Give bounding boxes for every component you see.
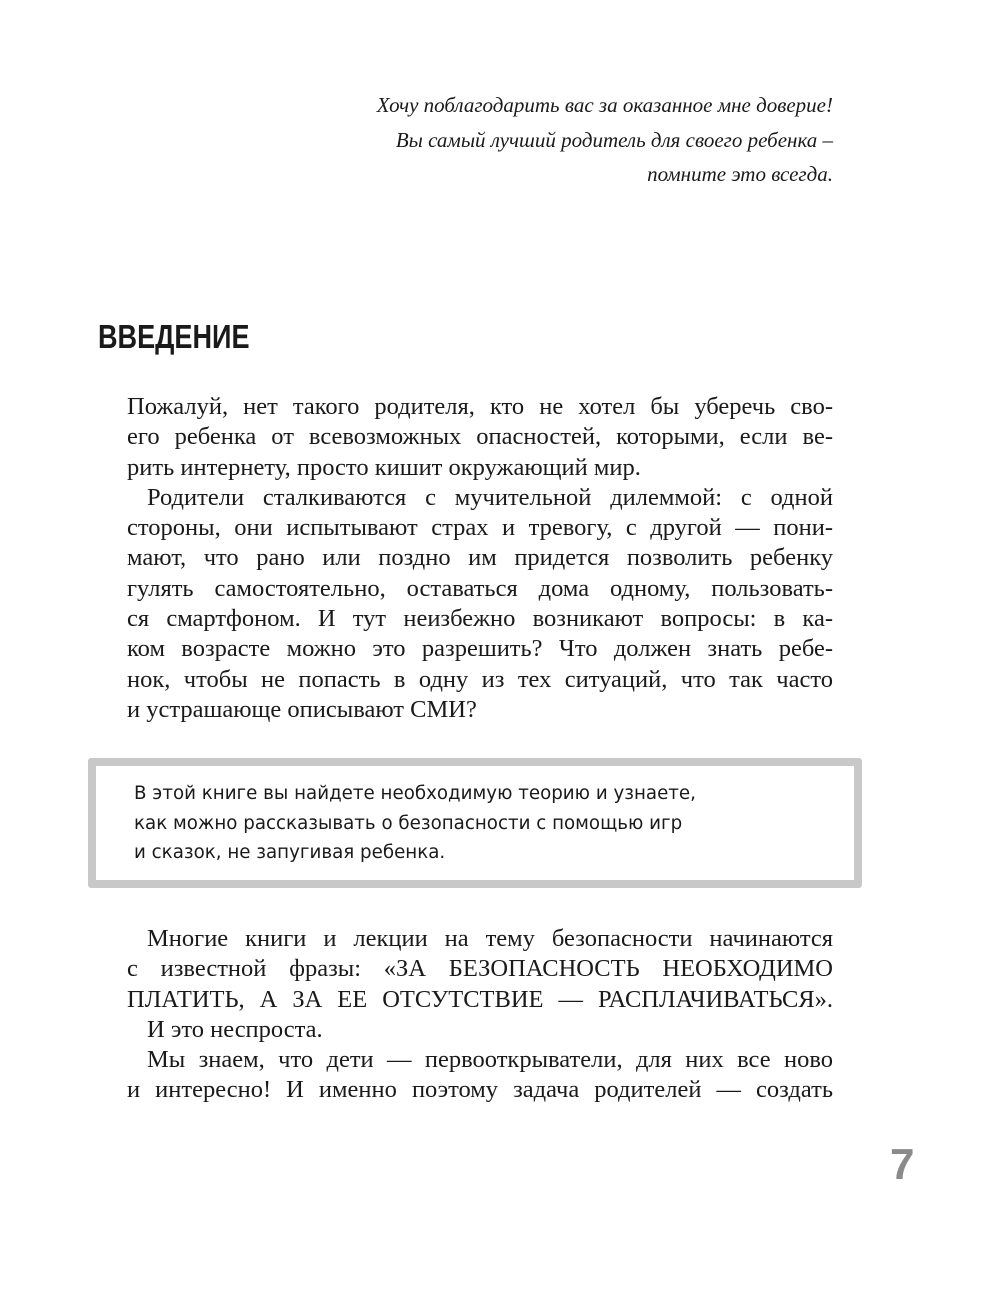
text-line: и интересно! И именно поэтому задача родителей — создать [127, 1076, 833, 1104]
text-line: Пожалуй, нет такого родителя, кто не хотел бы уберечь сво- [127, 393, 833, 420]
chapter-heading: ВВЕДЕНИЕ [98, 318, 250, 355]
text-line: ся смартфоном. И тут неизбежно возникают вопросы: в ка- [127, 605, 833, 633]
callout-text [134, 779, 787, 868]
callout-line: и сказок, не запугивая ребенка. [134, 841, 446, 863]
text-line: и устрашающе описывают СМИ? [127, 695, 477, 723]
text-line: Мы знаем, что дети — первооткрыватели, для них все ново [147, 1046, 833, 1074]
intro-paragraphs [127, 392, 833, 725]
text-line: стороны, они испытывают страх и тревогу, с другой — пони- [127, 514, 833, 542]
text-line: нок, чтобы не попасть в одну из тех ситуаций, что так часто [127, 665, 833, 693]
text-line: Родители сталкиваются с мучительной дилеммой: с одной [147, 483, 833, 511]
text-line: гулять самостоятельно, оставаться дома одному, пользовать- [127, 574, 833, 602]
text-line: его ребенка от всевозможных опасностей, которыми, если ве- [127, 423, 833, 451]
page-number: 7 [890, 1140, 915, 1189]
text-line: И это неспроста. [147, 1015, 323, 1043]
text-line: мают, что рано или поздно им придется позволить ребенку [127, 544, 833, 572]
epigraph-line: Вы самый лучший родитель для своего ребенка – [395, 127, 833, 152]
epigraph-line: Хочу поблагодарить вас за оказанное мне доверие! [376, 93, 833, 117]
callout-line: В этой книге вы найдете необходимую теорию и узнаете, [134, 782, 696, 804]
text-line: ком возрасте можно это разрешить? Что должен знать ребе- [127, 635, 833, 663]
callout-line: как можно рассказывать о безопасности с помощью игр [134, 811, 683, 834]
epigraph-line: помните это всегда. [647, 162, 833, 186]
text-line: Многие книги и лекции на тему безопасности начинаются [147, 925, 833, 952]
body-paragraphs [127, 924, 833, 1106]
text-line: с известной фразы: «ЗА БЕЗОПАСНОСТЬ НЕОБХОДИМО [127, 955, 833, 983]
text-line: рить интернету, просто кишит окружающий мир. [127, 453, 641, 481]
text-line: ПЛАТИТЬ, А ЗА ЕЕ ОТСУТСТВИЕ — РАСПЛАЧИВАТЬСЯ». [127, 985, 833, 1013]
epigraph [377, 88, 833, 192]
